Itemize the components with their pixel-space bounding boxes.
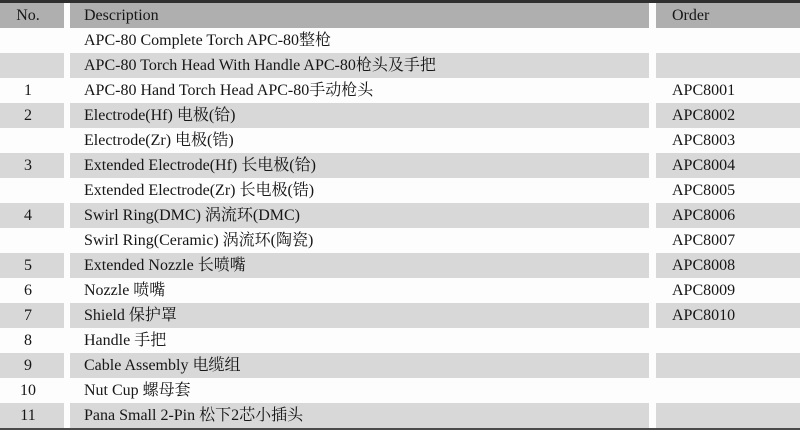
cell-order: APC8006: [672, 206, 736, 224]
cell-description: APC-80 Complete Torch APC-80整枪: [70, 28, 656, 53]
table-row: [0, 103, 800, 128]
cell-description: APC-80 Torch Head With Handle APC-80枪头及手把: [70, 53, 656, 78]
cell-description: Swirl Ring(Ceramic) 涡流环(陶瓷): [70, 228, 656, 253]
cell-no: [0, 228, 70, 253]
table-row: [0, 253, 800, 278]
cell-description: Nozzle 喷嘴: [70, 278, 656, 303]
cell-order: APC8004: [672, 156, 736, 174]
table-row: [0, 128, 800, 153]
cell-order: APC8010: [672, 306, 736, 324]
cell-order: [656, 53, 800, 78]
table-row: [0, 353, 800, 378]
cell-no: 3: [0, 153, 70, 178]
cell-no: [0, 128, 70, 153]
table-row: [0, 228, 800, 253]
cell-no: 10: [0, 378, 70, 403]
cell-order: [656, 378, 800, 403]
cell-order: APC8001: [672, 81, 736, 99]
cell-order: APC8008: [672, 256, 736, 274]
cell-description: Pana Small 2-Pin 松下2芯小插头: [70, 403, 656, 428]
cell-no: [0, 53, 70, 78]
cell-order: [656, 28, 800, 53]
cell-no: [0, 28, 70, 53]
table-row: [0, 278, 800, 303]
cell-no: 11: [0, 403, 70, 428]
table-row: [0, 53, 800, 78]
cell-no: 4: [0, 203, 70, 228]
table-row: [0, 28, 800, 53]
cell-order: [656, 328, 800, 353]
cell-order: APC8009: [672, 281, 736, 299]
header-cell-order: Order: [672, 6, 710, 24]
cell-order: APC8005: [672, 181, 736, 199]
cell-no: [0, 178, 70, 203]
cell-description: Electrode(Zr) 电极(锆): [70, 128, 656, 153]
cell-description: Handle 手把: [70, 328, 656, 353]
cell-no: 2: [0, 103, 70, 128]
table-row: [0, 378, 800, 403]
cell-description: Extended Nozzle 长喷嘴: [70, 253, 656, 278]
cell-description: APC-80 Hand Torch Head APC-80手动枪头: [70, 78, 656, 103]
cell-order: [656, 353, 800, 378]
table-header-row: [0, 3, 800, 28]
table-row: [0, 153, 800, 178]
cell-no: 5: [0, 253, 70, 278]
cell-order: APC8002: [672, 106, 736, 124]
table-row: [0, 78, 800, 103]
cell-order: [656, 403, 800, 428]
table-row: [0, 178, 800, 203]
table-row: [0, 203, 800, 228]
table-row: [0, 328, 800, 353]
cell-no: 1: [0, 78, 70, 103]
table-row: [0, 403, 800, 428]
cell-description: Extended Electrode(Zr) 长电极(锆): [70, 178, 656, 203]
cell-description: Extended Electrode(Hf) 长电极(铪): [70, 153, 656, 178]
cell-order: APC8007: [672, 231, 736, 249]
cell-description: Cable Assembly 电缆组: [70, 353, 656, 378]
cell-description: Electrode(Hf) 电极(铪): [70, 103, 656, 128]
header-cell-no: No.: [0, 3, 70, 28]
cell-order: APC8003: [672, 131, 736, 149]
cell-description: Shield 保护罩: [70, 303, 656, 328]
cell-description: Nut Cup 螺母套: [70, 378, 656, 403]
header-cell-description: Description: [70, 3, 656, 28]
cell-no: 9: [0, 353, 70, 378]
cell-no: 7: [0, 303, 70, 328]
cell-no: 8: [0, 328, 70, 353]
cell-description: Swirl Ring(DMC) 涡流环(DMC): [70, 203, 656, 228]
table-row: [0, 303, 800, 328]
cell-no: 6: [0, 278, 70, 303]
